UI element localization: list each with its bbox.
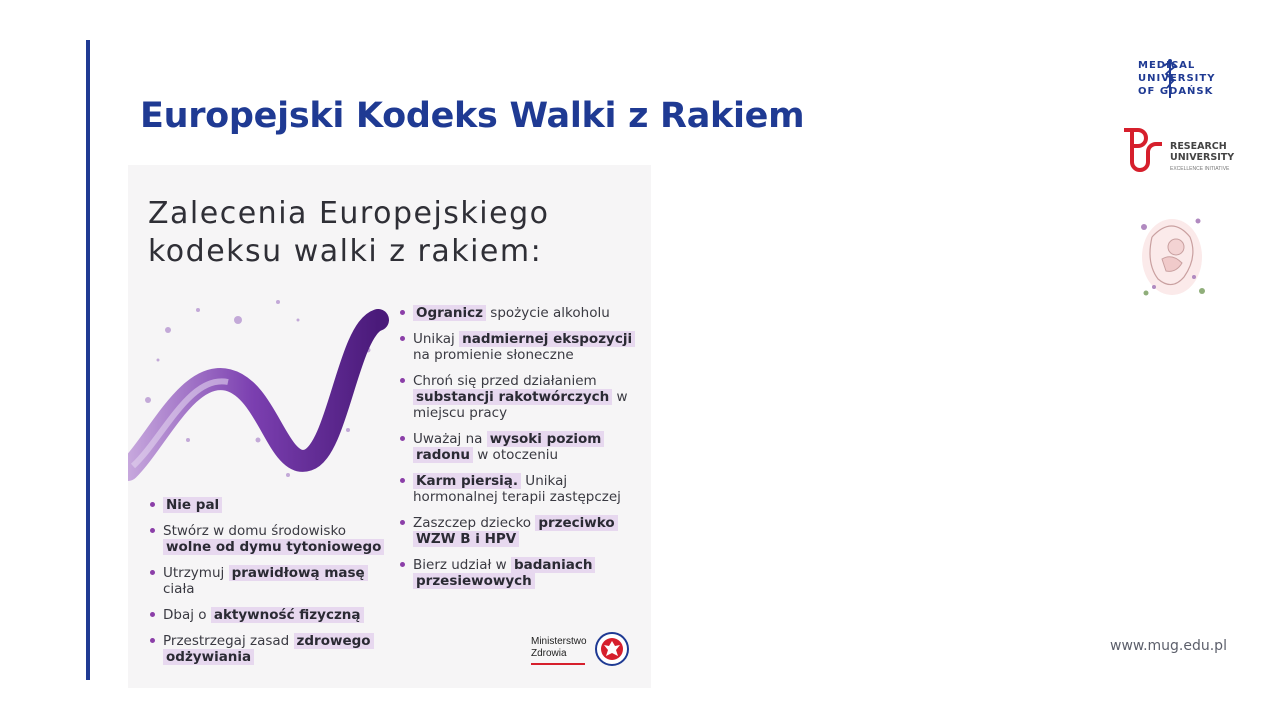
accent-bar	[86, 40, 90, 680]
list-item: Zaszczep dziecko przeciwko WZW B i HPV	[398, 515, 648, 547]
list-item: Bierz udział w badaniach przesiewowych	[398, 557, 648, 589]
mother-child-flower-icon	[1132, 207, 1212, 307]
list-item: Chroń się przed działaniem substancji rakotwórczych w miejscu pracy	[398, 373, 648, 421]
purple-ribbon-icon	[128, 290, 398, 490]
website-url[interactable]: www.mug.edu.pl	[1110, 638, 1227, 654]
page-title: Europejski Kodeks Walki z Rakiem	[140, 96, 805, 136]
list-item: Dbaj o aktywność fizyczną	[148, 607, 388, 623]
research-university-subtitle: EXCELLENCE INITIATIVE	[1170, 166, 1230, 172]
polish-eagle-emblem-icon	[595, 632, 629, 666]
recommendations-right-list	[398, 305, 648, 599]
infographic-card	[128, 165, 651, 688]
list-item: Utrzymuj prawidłową masę ciała	[148, 565, 388, 597]
list-item: Uważaj na wysoki poziom radonu w otoczeniu	[398, 431, 648, 463]
list-item: Przestrzegaj zasad zdrowego odżywiania	[148, 633, 388, 665]
recommendations-left-list	[148, 497, 388, 675]
research-university-text: RESEARCH UNIVERSITY	[1170, 141, 1235, 163]
list-item: Ogranicz spożycie alkoholu	[398, 305, 648, 321]
list-item: Nie pal	[148, 497, 388, 513]
research-university-mark-icon	[1118, 126, 1166, 174]
infographic-title: Zalecenia Europejskiego kodeksu walki z rakiem:	[148, 196, 550, 269]
list-item: Stwórz w domu środowisko wolne od dymu tytoniowego	[148, 523, 388, 555]
ministry-of-health-label: Ministerstwo Zdrowia	[531, 636, 587, 665]
ministry-underline	[531, 663, 585, 665]
mug-logo-text: MEDICAL UNIVERSITY OF GDAŃSK	[1138, 60, 1216, 97]
list-item: Karm piersią. Unikaj hormonalnej terapii zastępczej	[398, 473, 648, 505]
list-item: Unikaj nadmiernej ekspozycji na promienie słoneczne	[398, 331, 648, 363]
